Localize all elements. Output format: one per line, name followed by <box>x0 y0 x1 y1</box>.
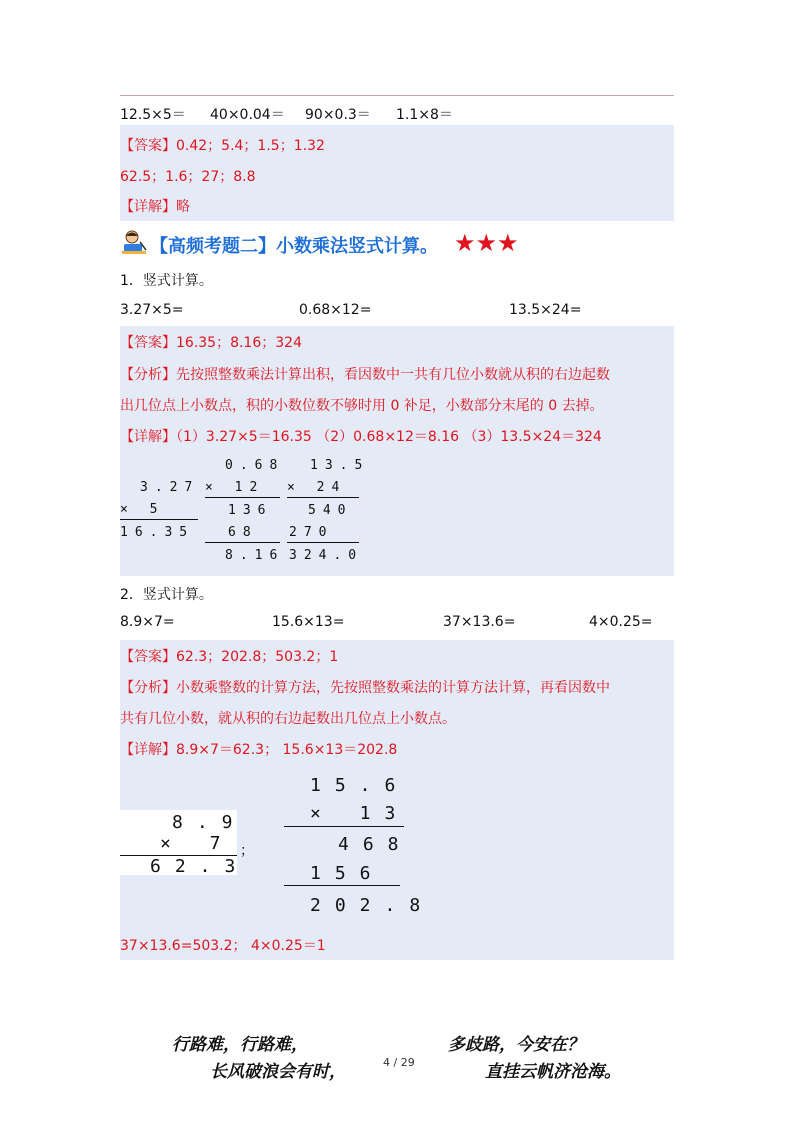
vcalc-b-result: 8.16 <box>225 548 285 563</box>
q2-title: 2．竖式计算。 <box>120 587 213 603</box>
answer-text: 62.3；202.8；503.2；1 <box>176 649 339 665</box>
vcalc-c-row1: 13.5 <box>310 458 370 473</box>
answer-tag: 【答案】 <box>120 138 176 154</box>
q1-problem-1: 3.27×5= <box>120 302 184 318</box>
q2-problem-2: 15.6×13= <box>272 614 345 630</box>
footer-poem-3: 长风破浪会有时， <box>210 1062 346 1082</box>
detail-tag: 【详解】 <box>120 429 176 445</box>
vcalc-q2a-row1: 8.9 <box>172 812 247 833</box>
vcalc-b-line-1 <box>205 497 280 498</box>
answer-text: 16.35；8.16；324 <box>176 335 302 351</box>
vcalc-q2b-result: 202.8 <box>310 895 435 916</box>
problem-2: 40×0.04＝ <box>210 107 285 123</box>
q2-problem-3: 37×13.6= <box>443 614 516 630</box>
q2-analysis-line-1 <box>120 677 610 697</box>
answer-text: 0.42；5.4；1.5；1.32 <box>176 138 325 154</box>
vcalc-b-partial-1: 136 <box>228 503 273 518</box>
detail-line <box>120 196 190 216</box>
detail-tag: 【详解】 <box>120 199 176 215</box>
vcalc-c-row2: × 24 <box>287 480 347 495</box>
analysis-tag: 【分析】 <box>120 680 176 696</box>
vcalc-b-row1: 0.68 <box>225 458 285 473</box>
header-rule <box>120 95 674 96</box>
vcalc-b-partial-2: 68 <box>228 525 258 540</box>
q2-problem-1: 8.9×7= <box>120 614 175 630</box>
detail-text: 略 <box>176 199 190 215</box>
vcalc-b-line-2 <box>205 542 280 543</box>
vcalc-b-row2: × 12 <box>205 480 265 495</box>
answer-line-2: 62.5；1.6；27；8.8 <box>120 169 256 185</box>
detail-text: 8.9×7＝62.3； 15.6×13＝202.8 <box>176 742 398 758</box>
vcalc-q2b-partial-1: 468 <box>338 834 413 855</box>
vcalc-c-partial-1: 540 <box>308 503 353 518</box>
problem-4: 1.1×8＝ <box>396 107 453 123</box>
q2-problem-4: 4×0.25= <box>589 614 653 630</box>
detail-tag: 【详解】 <box>120 742 176 758</box>
page-number: 4 / 29 <box>383 1056 415 1069</box>
vcalc-a-row2: × 5 <box>120 502 165 517</box>
analysis-tag: 【分析】 <box>120 367 176 383</box>
vcalc-a-row1: 3.27 <box>140 480 200 495</box>
vcalc-q2b-row1: 15.6 <box>310 775 410 796</box>
vcalc-q2a-result: 62.3 <box>150 856 250 877</box>
q2-analysis-line-2: 共有几位小数，就从积的右边起数出几位点上小数点。 <box>120 711 456 727</box>
vcalc-c-line-1 <box>287 497 359 498</box>
rating-stars: ★★★ <box>454 229 519 257</box>
q1-answer-line <box>120 332 302 352</box>
q1-title: 1．竖式计算。 <box>120 273 213 289</box>
footer-poem-4: 直挂云帆济沧海。 <box>485 1062 621 1082</box>
footer-poem-2: 多歧路，今安在？ <box>448 1035 584 1055</box>
answer-tag: 【答案】 <box>120 335 176 351</box>
problem-3: 90×0.3＝ <box>305 107 371 123</box>
analysis-text: 先按照整数乘法计算出积，看因数中一共有几位小数就从积的右边起数 <box>176 367 610 383</box>
q1-problem-3: 13.5×24= <box>509 302 582 318</box>
vcalc-q2b-line-2 <box>284 885 400 886</box>
q2-detail-line <box>120 739 397 759</box>
vcalc-c-partial-2: 270 <box>289 525 334 540</box>
q2-extra-answers: 37×13.6=503.2； 4×0.25＝1 <box>120 938 326 954</box>
problem-1: 12.5×5＝ <box>120 107 186 123</box>
detail-text: （1）3.27×5＝16.35 （2）0.68×12＝8.16 （3）13.5×24＝324 <box>176 429 602 445</box>
vcalc-q2b-line-1 <box>284 826 404 827</box>
section-heading: 【高频考题二】小数乘法竖式计算。 <box>150 236 438 257</box>
vcalc-q2b-partial-2: 156 <box>310 863 385 884</box>
vcalc-c-result: 324.0 <box>289 548 364 563</box>
q1-detail-line <box>120 426 602 446</box>
vcalc-c-line-2 <box>287 542 359 543</box>
student-writing-icon <box>120 228 148 256</box>
vcalc-a-result: 16.35 <box>120 525 195 540</box>
answer-line-1 <box>120 135 325 155</box>
vcalc-a-line <box>120 519 198 520</box>
answer-tag: 【答案】 <box>120 649 176 665</box>
vcalc-q2a-row2: × 7 <box>160 833 235 854</box>
q1-problem-2: 0.68×12= <box>299 302 372 318</box>
q1-analysis-line-2: 出几位点上小数点，积的小数位数不够时用 0 补足，小数部分末尾的 0 去掉。 <box>120 398 604 414</box>
analysis-text: 小数乘整数的计算方法，先按照整数乘法的计算方法计算，再看因数中 <box>176 680 610 696</box>
q1-analysis-line-1 <box>120 364 610 384</box>
q2-answer-line <box>120 646 338 666</box>
vcalc-q2b-row2: × 13 <box>310 803 410 824</box>
separator: ； <box>240 843 254 859</box>
footer-poem-1: 行路难，行路难， <box>172 1035 308 1055</box>
